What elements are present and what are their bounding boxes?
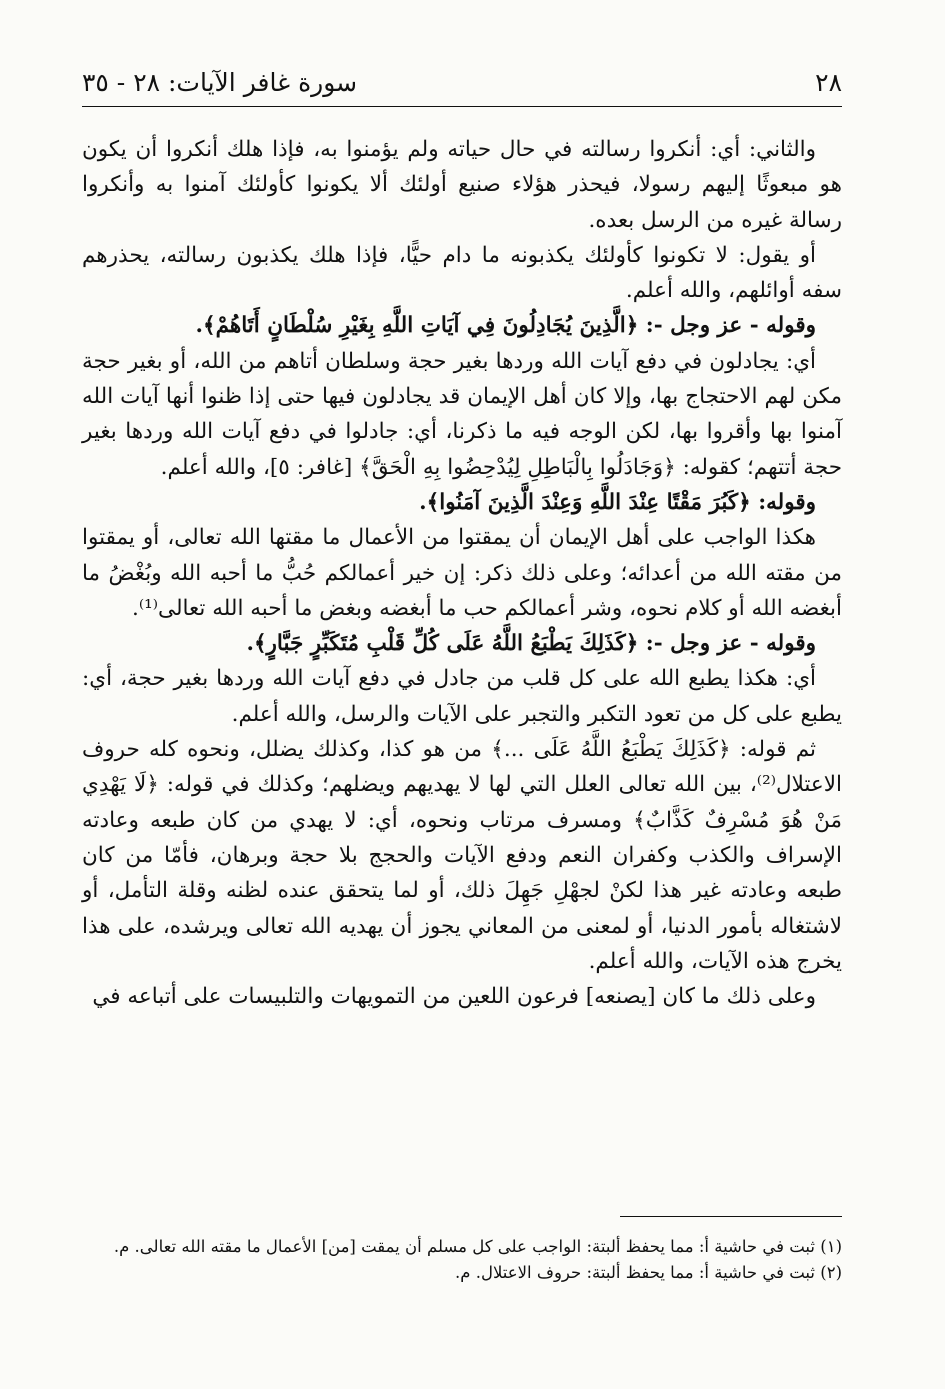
paragraph: وعلى ذلك ما كان [يصنعه] فرعون اللعين من التمويهات والتلبيسات على أتباعه في [92, 984, 816, 1010]
paragraph: أو يقول: لا تكونوا كأولئك يكذبونه ما دام حيًّا، فإذا هلك يكذبون رسالته، يحذرهم سفه أوائلهم، والله أعلم. [82, 242, 842, 304]
paragraph: أي: هكذا يطبع الله على كل قلب من جادل في دفع آيات الله وردها بغير حجة، أي: يطبع على كل من تعود التكبر والتجبر على الآيات والرسل، والله أعلم. [82, 666, 842, 727]
running-title: سورة غافر الآيات: ٢٨ - ٣٥ [82, 67, 358, 97]
quran-verse-line: وقوله - عز وجل -: ﴿الَّذِينَ يُجَادِلُونَ فِي آيَاتِ اللَّهِ بِغَيْرِ سُلْطَانٍ أَتَاهُمْ﴾. [195, 313, 816, 339]
footnote-divider [620, 1216, 842, 1217]
page-header [82, 62, 842, 102]
main-text [82, 132, 842, 1014]
paragraph: هكذا الواجب على أهل الإيمان أن يمقتوا من الأعمال ما مقتها الله تعالى، أو يمقتوا من مقته الله من أعدائه؛ وعلى ذلك ذكر: إن خير أعمالكم حُبُّ ما أحبه الله وبُغْضُ ما أبغضه الله أو كلام نحوه، وشر أعمالكم حب ما أبغضه وبغض ما أحبه الله تعالى⁽¹⁾. [82, 525, 842, 621]
paragraph: ثم قوله: ﴿كَذَلِكَ يَطْبَعُ اللَّهُ عَلَى ...﴾ من هو كذا، وكذلك يضلل، ونحوه كله حروف الاعتلال⁽²⁾، بين الله تعالى العلل التي لها لا يهديهم ويضلهم؛ وكذلك في قوله: ﴿لَا يَهْدِي مَنْ هُوَ مُسْرِفٌ كَذَّابٌ﴾ ومسرف مرتاب ونحوه، أي: لا يهدي من كان طبعه وعادته الإسراف والكذب وكفران النعم ودفع الآيات والحجج بلا حجة وبرهان، فأمّا من كان طبعه وعادته غير هذا لكنْ لجهْلِ جَهِلَ ذلك، أو لما يتحقق عنده لظنه وقلة التأمل، أو لاشتغاله بأمور الدنيا، أو لمعنى من المعاني يجوز أن يهديه الله تعالى ويرشده، على هذا يخرج هذه الآيات، والله أعلم. [82, 737, 842, 974]
footnote: (٢) ثبت في حاشية أ: مما يحفظ ألبتة: حروف الاعتلال. م. [455, 1263, 842, 1282]
paragraph: والثاني: أي: أنكروا رسالته في حال حياته ولم يؤمنوا به، فإذا هلك أنكروا أن يكون هو مبعوثًا إليهم رسولا، فيحذر هؤلاء صنيع أولئك ألا يكونوا كأولئك آمنوا به وأنكروا رسالة غيره من الرسل بعده. [82, 137, 842, 233]
footnotes [82, 1234, 842, 1286]
page-number: ٢٨ [815, 67, 842, 97]
quran-verse-line: وقوله: ﴿كَبُرَ مَقْتًا عِنْدَ اللَّهِ وَعِنْدَ الَّذِينَ آمَنُوا﴾. [419, 489, 816, 515]
paragraph: أي: يجادلون في دفع آيات الله وردها بغير حجة وسلطان أتاهم من الله، أو بغير حجة مكن لهم الاحتجاج بها، وإلا كان أهل الإيمان قد يجادلون فيها حتى إذا ظنوا أنها آيات الله آمنوا بها وأقروا بها، لكن الوجه فيه ما ذكرنا، أي: جادلوا في دفع آيات الله وردها بغير حجة أتتهم؛ كقوله: ﴿وَجَادَلُوا بِالْبَاطِلِ لِيُدْحِضُوا بِهِ الْحَقَّ﴾ [غافر: ٥]، والله أعلم. [82, 348, 842, 480]
header-divider [82, 106, 842, 107]
footnote: (١) ثبت في حاشية أ: مما يحفظ ألبتة: الواجب على كل مسلم أن يمقت [من] الأعمال ما مقته الله تعالى. م. [113, 1237, 842, 1256]
quran-verse-line: وقوله - عز وجل -: ﴿كَذَلِكَ يَطْبَعُ اللَّهُ عَلَى كُلِّ قَلْبِ مُتَكَبِّرٍ جَبَّارٍ﴾. [246, 631, 816, 657]
